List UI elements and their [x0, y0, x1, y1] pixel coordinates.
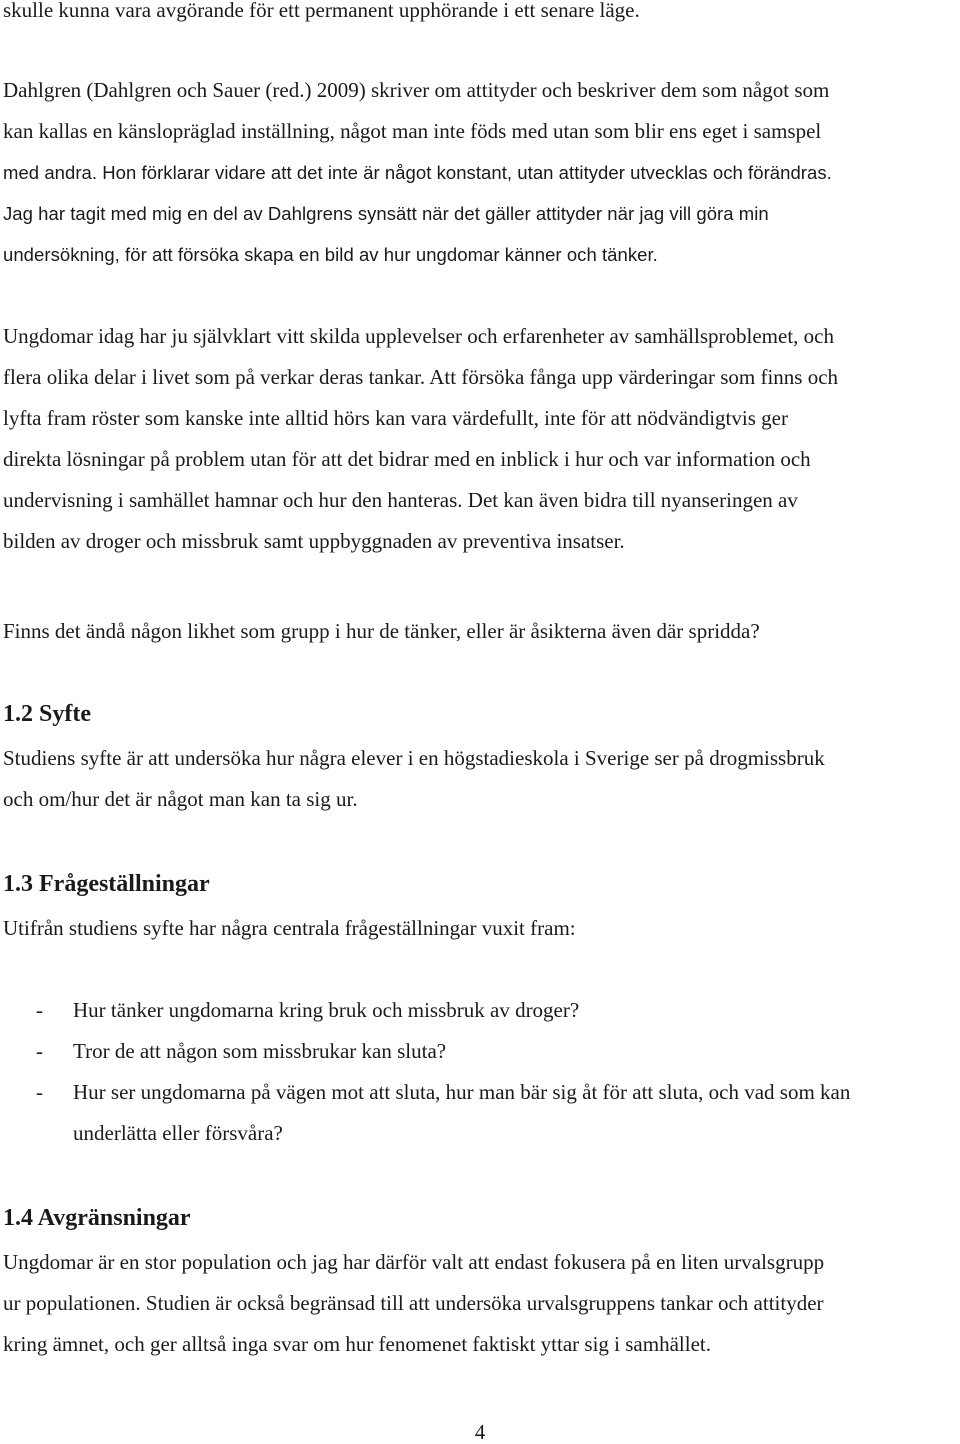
paragraph-dahlgren — [3, 70, 958, 275]
paragraph-line: bilden av droger och missbruk samt uppbyggnaden av preventiva insatser. — [3, 529, 625, 553]
paragraph-line: lyfta fram röster som kanske inte alltid hörs kan vara värdefullt, inte för att nödvändigtvis ger — [3, 406, 788, 430]
paragraph-line: Ungdomar är en stor population och jag har därför valt att endast fokusera på en liten urvalsgrupp — [3, 1250, 825, 1274]
paragraph-line: undersökning, för att försöka skapa en bild av hur ungdomar känner och tänker. — [3, 244, 658, 265]
paragraph-line: Utifrån studiens syfte har några centrala frågeställningar vuxit fram: — [3, 916, 576, 940]
paragraph-line: kan kallas en känslopräglad inställning, något man inte föds med utan som blir ens eget i samspel — [3, 119, 822, 143]
paragraph-line: kring ämnet, och ger alltså inga svar om hur fenomenet faktiskt yttar sig i samhället. — [3, 1332, 711, 1356]
list-item — [3, 990, 958, 1031]
paragraph-syfte — [3, 738, 958, 820]
paragraph-fragestallningar-intro — [3, 908, 958, 949]
paragraph-carryover — [3, 0, 958, 31]
paragraph-line: med andra. Hon förklarar vidare att det inte är något konstant, utan attityder utvecklas och förändras. — [3, 162, 832, 183]
list-marker: - — [36, 1039, 43, 1063]
list-item — [3, 1072, 958, 1154]
paragraph-line: undervisning i samhället hamnar och hur den hanteras. Det kan även bidra till nyanseringen av — [3, 488, 798, 512]
paragraph-line: och om/hur det är något man kan ta sig ur. — [3, 787, 358, 811]
paragraph-line: Studiens syfte är att undersöka hur några elever i en högstadieskola i Sverige ser på drogmissbruk — [3, 746, 825, 770]
paragraph-line: Dahlgren (Dahlgren och Sauer (red.) 2009) skriver om attityder och beskriver dem som något som — [3, 78, 830, 102]
list-item — [3, 1031, 958, 1072]
paragraph-line: Jag har tagit med mig en del av Dahlgrens synsätt när det gäller attityder när jag vill göra min — [3, 203, 769, 224]
section-heading-syfte: 1.2 Syfte — [3, 701, 91, 727]
paragraph-ungdomar — [3, 316, 958, 562]
paragraph-line: skulle kunna vara avgörande för ett permanent upphörande i ett senare läge. — [3, 0, 640, 22]
paragraph-avgransningar — [3, 1242, 958, 1365]
page-number: 4 — [474, 1420, 486, 1444]
list-marker: - — [36, 1080, 43, 1104]
list-item-text: underlätta eller försvåra? — [73, 1121, 283, 1145]
list-item-text: Hur ser ungdomarna på vägen mot att sluta, hur man bär sig åt för att sluta, och vad som kan — [73, 1080, 851, 1104]
paragraph-line: Ungdomar idag har ju självklart vitt skilda upplevelser och erfarenheter av samhällsproblemet, och — [3, 324, 834, 348]
list-item-text: Hur tänker ungdomarna kring bruk och missbruk av droger? — [73, 998, 580, 1022]
section-heading-avgransningar: 1.4 Avgränsningar — [3, 1205, 191, 1231]
list-marker: - — [36, 998, 43, 1022]
paragraph-line: flera olika delar i livet som på verkar deras tankar. Att försöka fånga upp värderingar som finns och — [3, 365, 839, 389]
section-heading-fragestallningar: 1.3 Frågeställningar — [3, 871, 210, 897]
paragraph-line: direkta lösningar på problem utan för att det bidrar med en inblick i hur och var information och — [3, 447, 811, 471]
paragraph-line: ur populationen. Studien är också begränsad till att undersöka urvalsgruppens tankar och attityder — [3, 1291, 824, 1315]
list-item-text: Tror de att någon som missbrukar kan sluta? — [73, 1039, 447, 1063]
paragraph-question — [3, 611, 958, 652]
paragraph-line: Finns det ändå någon likhet som grupp i hur de tänker, eller är åsikterna även där spridda? — [3, 619, 760, 643]
